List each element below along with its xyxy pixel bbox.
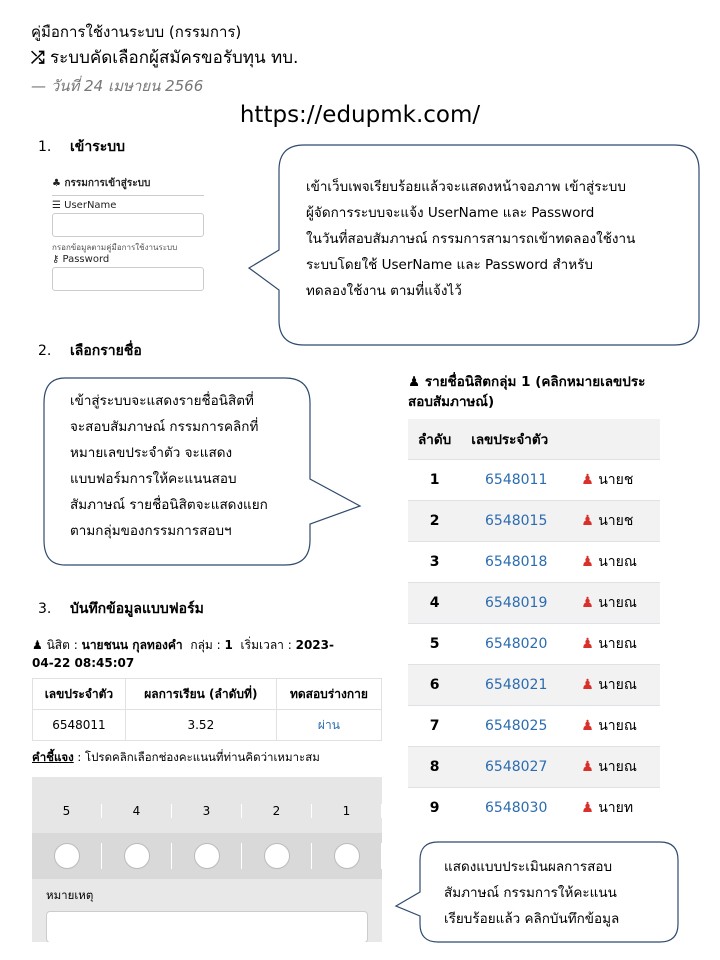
student-name: นายช: [598, 513, 634, 529]
col-fitness: ทดสอบร่างกาย: [276, 679, 381, 710]
step-1: [38, 136, 125, 158]
student-name-cell: [571, 788, 660, 829]
student-name-cell: [571, 542, 660, 583]
row-number: 7: [408, 706, 461, 747]
step-number: 3.: [38, 601, 52, 617]
score-radio-4[interactable]: [124, 843, 150, 869]
student-row: [408, 788, 660, 829]
student-row: [408, 501, 660, 542]
callout-line: เข้าเว็บเพจเรียบร้อยแล้วจะแสดงหน้าจอภาพ เข้าสู่ระบบ: [306, 179, 626, 195]
callout-line: ทดลองใช้งาน ตามที่แจ้งไว้: [306, 283, 462, 299]
user-icon: ♟: [581, 595, 594, 611]
score-radio-5[interactable]: [54, 843, 80, 869]
student-list-heading-text: รายชื่อนิสิตกลุ่ม 1 (คลิกหมายเลขประ: [424, 374, 646, 390]
step-label: เลือกรายชื่อ: [70, 343, 142, 359]
student-name-cell: [571, 706, 660, 747]
doc-title: คู่มือการใช้งานระบบ (กรรมการ): [31, 23, 242, 41]
student-table: [408, 419, 660, 828]
callout-line: สัมภาษณ์ กรรมการให้คะแนน: [444, 885, 617, 901]
row-number: 2: [408, 501, 461, 542]
callout-text-3: [444, 854, 674, 932]
score-label: 4: [102, 804, 172, 818]
student-name-cell: [571, 501, 660, 542]
login-heading-text: กรรมการเข้าสู่ระบบ: [64, 178, 151, 189]
time-value-b: 04-22 08:45:07: [32, 656, 135, 670]
row-number: 3: [408, 542, 461, 583]
group-label: กลุ่ม :: [190, 638, 221, 652]
callout-line: เรียบร้อยแล้ว คลิกบันทึกข้อมูล: [444, 911, 620, 927]
student-name: นายณ: [598, 759, 637, 775]
user-icon: ♟: [581, 472, 594, 488]
student-row: [408, 665, 660, 706]
student-name-cell: [571, 624, 660, 665]
row-number: 8: [408, 747, 461, 788]
callout-text-1: [306, 174, 686, 304]
login-heading: [52, 176, 204, 191]
login-hint: กรอกข้อมูลตามคู่มือการใช้งานระบบ: [52, 243, 178, 252]
callout-line: เข้าสู่ระบบจะแสดงรายชื่อนิสิตที่: [70, 393, 254, 409]
student-id-link[interactable]: 6548030: [461, 788, 571, 829]
username-input[interactable]: [52, 213, 204, 237]
student-list-heading-text2: สอบสัมภาษณ์): [408, 394, 495, 410]
login-card: [52, 176, 204, 304]
user-icon: ♟: [581, 636, 594, 652]
user-icon: ♟: [581, 677, 594, 693]
row-number: 1: [408, 460, 461, 501]
user-icon: ♟: [581, 718, 594, 734]
student-row: [408, 624, 660, 665]
student-row: [408, 583, 660, 624]
student-name: นายณ: [598, 718, 637, 734]
time-label: เริ่มเวลา :: [240, 638, 292, 652]
list-icon: ☰: [52, 200, 61, 211]
key-icon: ⚷: [52, 254, 60, 265]
row-number: 5: [408, 624, 461, 665]
doc-date: — วันที่ 24 เมษายน 2566: [31, 77, 204, 95]
user-icon: ♟: [32, 638, 43, 652]
step-label: เข้าระบบ: [70, 139, 126, 155]
col-id: เลขประจำตัว: [461, 419, 571, 460]
user-icon: ♟: [581, 554, 594, 570]
score-label: 5: [32, 804, 102, 818]
site-url[interactable]: https://edupmk.com/: [239, 102, 481, 128]
remark-section: [32, 879, 382, 942]
callout-line: ในวันที่สอบสัมภาษณ์ กรรมการสามารถเข้าทดลองใช้งาน: [306, 231, 636, 247]
step-label: บันทึกข้อมูลแบบฟอร์ม: [70, 601, 204, 617]
student-label: นิสิต :: [46, 638, 78, 652]
shuffle-icon: ⤮: [31, 48, 45, 68]
score-label: 3: [172, 804, 242, 818]
student-name: นายช: [598, 472, 634, 488]
student-summary-table: [32, 678, 382, 741]
student-id-link[interactable]: 6548025: [461, 706, 571, 747]
student-row: [408, 542, 660, 583]
student-name-cell: [571, 665, 660, 706]
student-id-link[interactable]: 6548019: [461, 583, 571, 624]
col-order: ลำดับ: [408, 419, 461, 460]
user-icon: ♟: [408, 374, 421, 390]
student-list-panel: [408, 372, 660, 830]
fitness-value: ผ่าน: [276, 710, 381, 741]
users-icon: ♣: [52, 178, 61, 189]
step-3: [38, 598, 204, 620]
row-number: 4: [408, 583, 461, 624]
user-icon: ♟: [581, 513, 594, 529]
student-name: นายณ: [598, 677, 637, 693]
remark-input[interactable]: [46, 911, 368, 942]
callout-line: หมายเลขประจำตัว จะแสดง: [70, 445, 233, 461]
user-icon: ♟: [581, 800, 594, 816]
callout-line: ตามกลุ่มของกรรมการสอบฯ: [70, 523, 232, 539]
subtitle-text: ระบบคัดเลือกผู้สมัครขอรับทุน ทบ.: [50, 48, 299, 68]
student-list-heading: [408, 372, 660, 412]
callout-line: แสดงแบบประเมินผลการสอบ: [444, 859, 613, 875]
instruction-label: คำชี้แจง: [32, 750, 74, 764]
col-id: เลขประจำตัว: [33, 679, 126, 710]
callout-line: จะสอบสัมภาษณ์ กรรมการคลิกที่: [70, 419, 259, 435]
instruction-text: : โปรดคลิกเลือกช่องคะแนนที่ท่านคิดว่าเหมาะสม: [73, 750, 320, 764]
step-number: 2.: [38, 343, 52, 359]
student-id-link[interactable]: 6548020: [461, 624, 571, 665]
remark-label: หมายเหตุ: [46, 888, 94, 902]
step-2: [38, 340, 142, 362]
group-value: 1: [224, 638, 233, 652]
score-radio-2[interactable]: [264, 843, 290, 869]
score-radio-1[interactable]: [334, 843, 360, 869]
callout-line: แบบฟอร์มการให้คะแนนสอบ: [70, 471, 237, 487]
score-label: 2: [242, 804, 312, 818]
doc-subtitle: [31, 44, 298, 71]
password-label: [52, 254, 204, 265]
student-name-cell: [571, 747, 660, 788]
password-label-text: Password: [62, 254, 110, 265]
student-name-cell: [571, 583, 660, 624]
student-id-link[interactable]: 6548021: [461, 665, 571, 706]
student-name: นายณ: [598, 636, 637, 652]
student-id-link[interactable]: 6548027: [461, 747, 571, 788]
student-row: [408, 706, 660, 747]
callout-line: สัมภาษณ์ รายชื่อนิสิตจะแสดงแยก: [70, 497, 268, 513]
step-number: 1.: [38, 139, 52, 155]
grade-value: 3.52: [125, 710, 276, 741]
student-name: นายณ: [598, 554, 637, 570]
score-radio-3[interactable]: [194, 843, 220, 869]
callout-line: ผู้จัดการระบบจะแจ้ง UserName และ Password: [306, 205, 595, 221]
student-info: [32, 636, 385, 672]
username-label: [52, 200, 204, 211]
score-label: 1: [312, 804, 382, 818]
student-row: [408, 747, 660, 788]
user-icon: ♟: [581, 759, 594, 775]
instruction: [32, 749, 385, 767]
row-number: 9: [408, 788, 461, 829]
student-id-link[interactable]: 6548011: [461, 460, 571, 501]
username-label-text: UserName: [64, 200, 117, 211]
evaluation-form: [32, 636, 385, 942]
student-name: นายชนน กุลทองคำ: [81, 638, 183, 652]
time-value-a: 2023-: [295, 638, 334, 652]
score-selector: [32, 777, 382, 879]
password-input[interactable]: [52, 267, 204, 291]
student-name-cell: [571, 460, 660, 501]
id-value: 6548011: [33, 710, 126, 741]
student-name: นายท: [598, 800, 634, 816]
callout-line: ระบบโดยใช้ UserName และ Password สำหรับ: [306, 257, 593, 273]
col-grade: ผลการเรียน (ลำดับที่): [125, 679, 276, 710]
callout-text-2: [70, 388, 310, 544]
student-row: [408, 460, 660, 501]
student-id-link[interactable]: 6548015: [461, 501, 571, 542]
student-name: นายณ: [598, 595, 637, 611]
row-number: 6: [408, 665, 461, 706]
student-id-link[interactable]: 6548018: [461, 542, 571, 583]
